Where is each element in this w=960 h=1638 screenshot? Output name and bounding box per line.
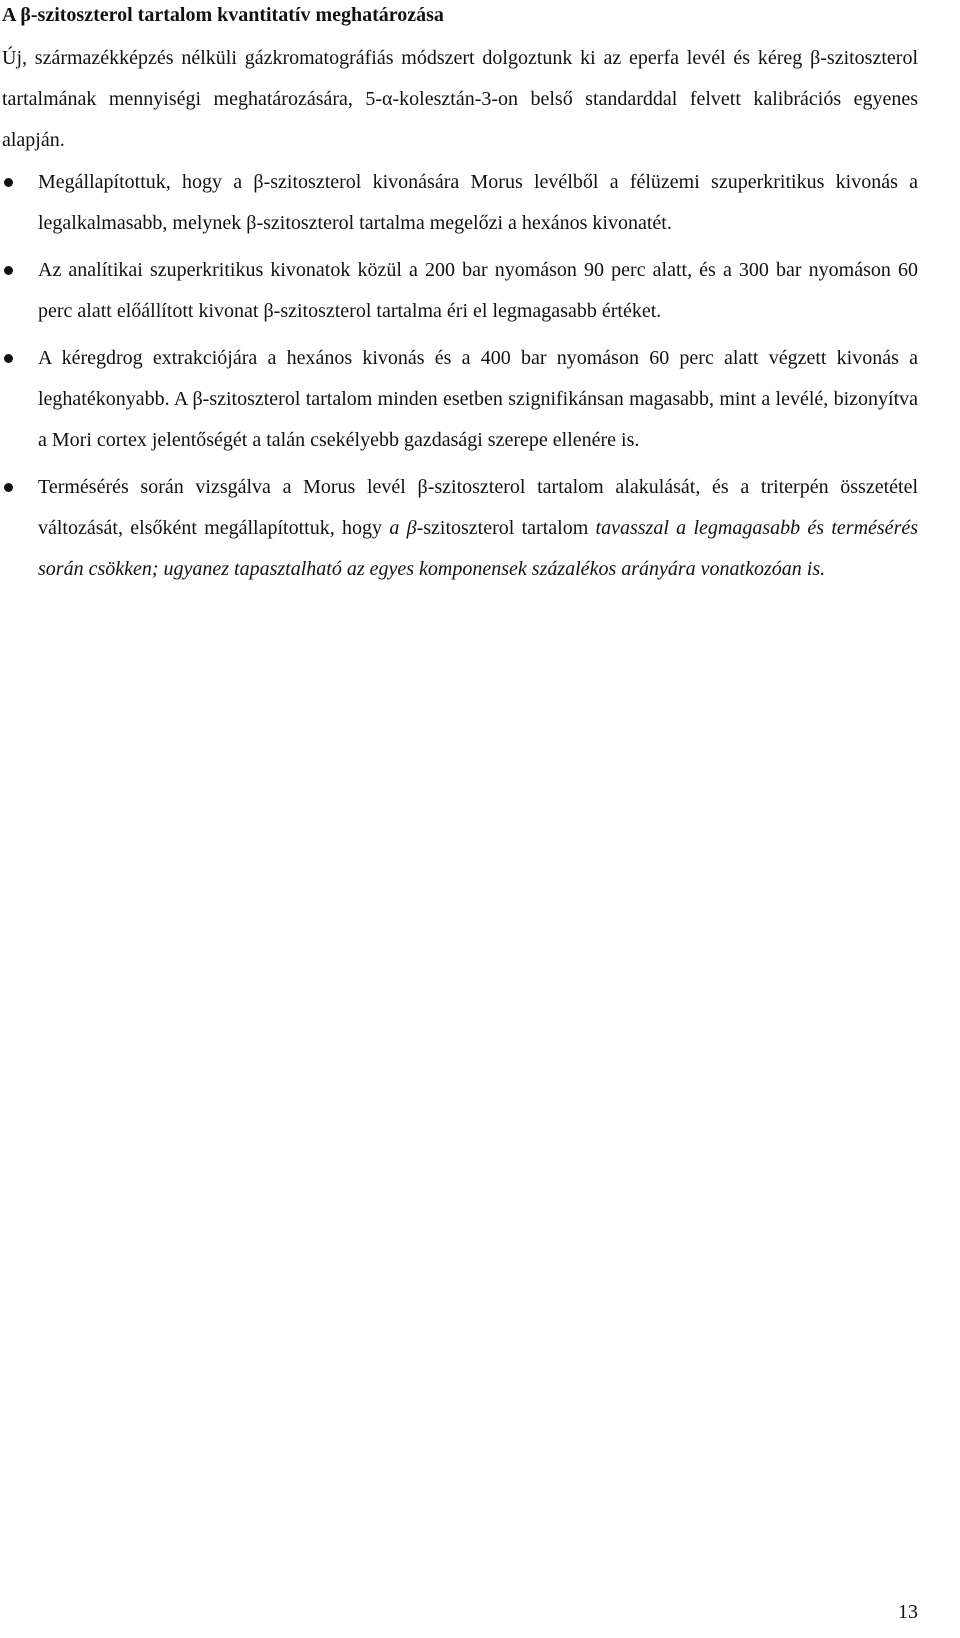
list-item — [0, 338, 918, 461]
list-item-text: A kéregdrog extrakciójára a hexános kivonás és a 400 bar nyomáson 60 perc alatt végzett kivonás a leghatékonyabb. A β-szitoszterol tartalom minden esetben szignifikánsan magasabb, mint a levélé, bizonyítva a Mori cortex jelentőségét a talán csekélyebb gazdasági szerepe ellenére is. — [38, 347, 918, 451]
list-item — [0, 162, 918, 244]
list-item — [0, 250, 918, 332]
list-item-text-mid: -szitoszterol tartalom — [416, 517, 596, 539]
bullet-dot-icon — [4, 266, 13, 275]
page-number: 13 — [898, 1601, 918, 1623]
list-item-text: Az analítikai szuperkritikus kivonatok közül a 200 bar nyomáson 90 perc alatt, és a 300 bar nyomáson 60 perc alatt előállított kivonat β-szitoszterol tartalma éri el legmagasabb értéket. — [38, 259, 918, 322]
findings-list — [0, 162, 918, 596]
bullet-dot-icon — [4, 354, 13, 363]
list-item-text: Megállapítottuk, hogy a β-szitoszterol kivonására Morus levélből a félüzemi szuperkritikus kivonás a legalkalmasabb, melynek β-szitoszterol tartalma megelőzi a hexános kivonatét. — [38, 171, 918, 234]
list-item — [0, 467, 918, 590]
list-item-italic-text: tavasszal a legmagasabb és termésérés során csökken; ugyanez tapasztalható az egyes komponensek százalékos arányára vonatkozóan is. — [38, 517, 919, 580]
bullet-dot-icon — [4, 178, 13, 187]
section-heading: A β-szitoszterol tartalom kvantitatív meghatározása — [2, 4, 444, 26]
intro-paragraph: Új, származékképzés nélküli gázkromatográfiás módszert dolgoztunk ki az eperfa levél és kéreg β-szitoszterol tartalmának mennyiségi meghatározására, 5-α-kolesztán-3-on belső standarddal felvett kalibrációs egyenes alapján. — [2, 47, 918, 151]
bullet-dot-icon — [4, 483, 13, 492]
list-item-text: Termésérés során vizsgálva a Morus levél β-szitoszterol tartalom alakulását, és a triterpén összetétel változását, elsőként megállapítottuk, hogy — [38, 476, 918, 539]
list-item-italic-a: a β — [389, 517, 417, 539]
